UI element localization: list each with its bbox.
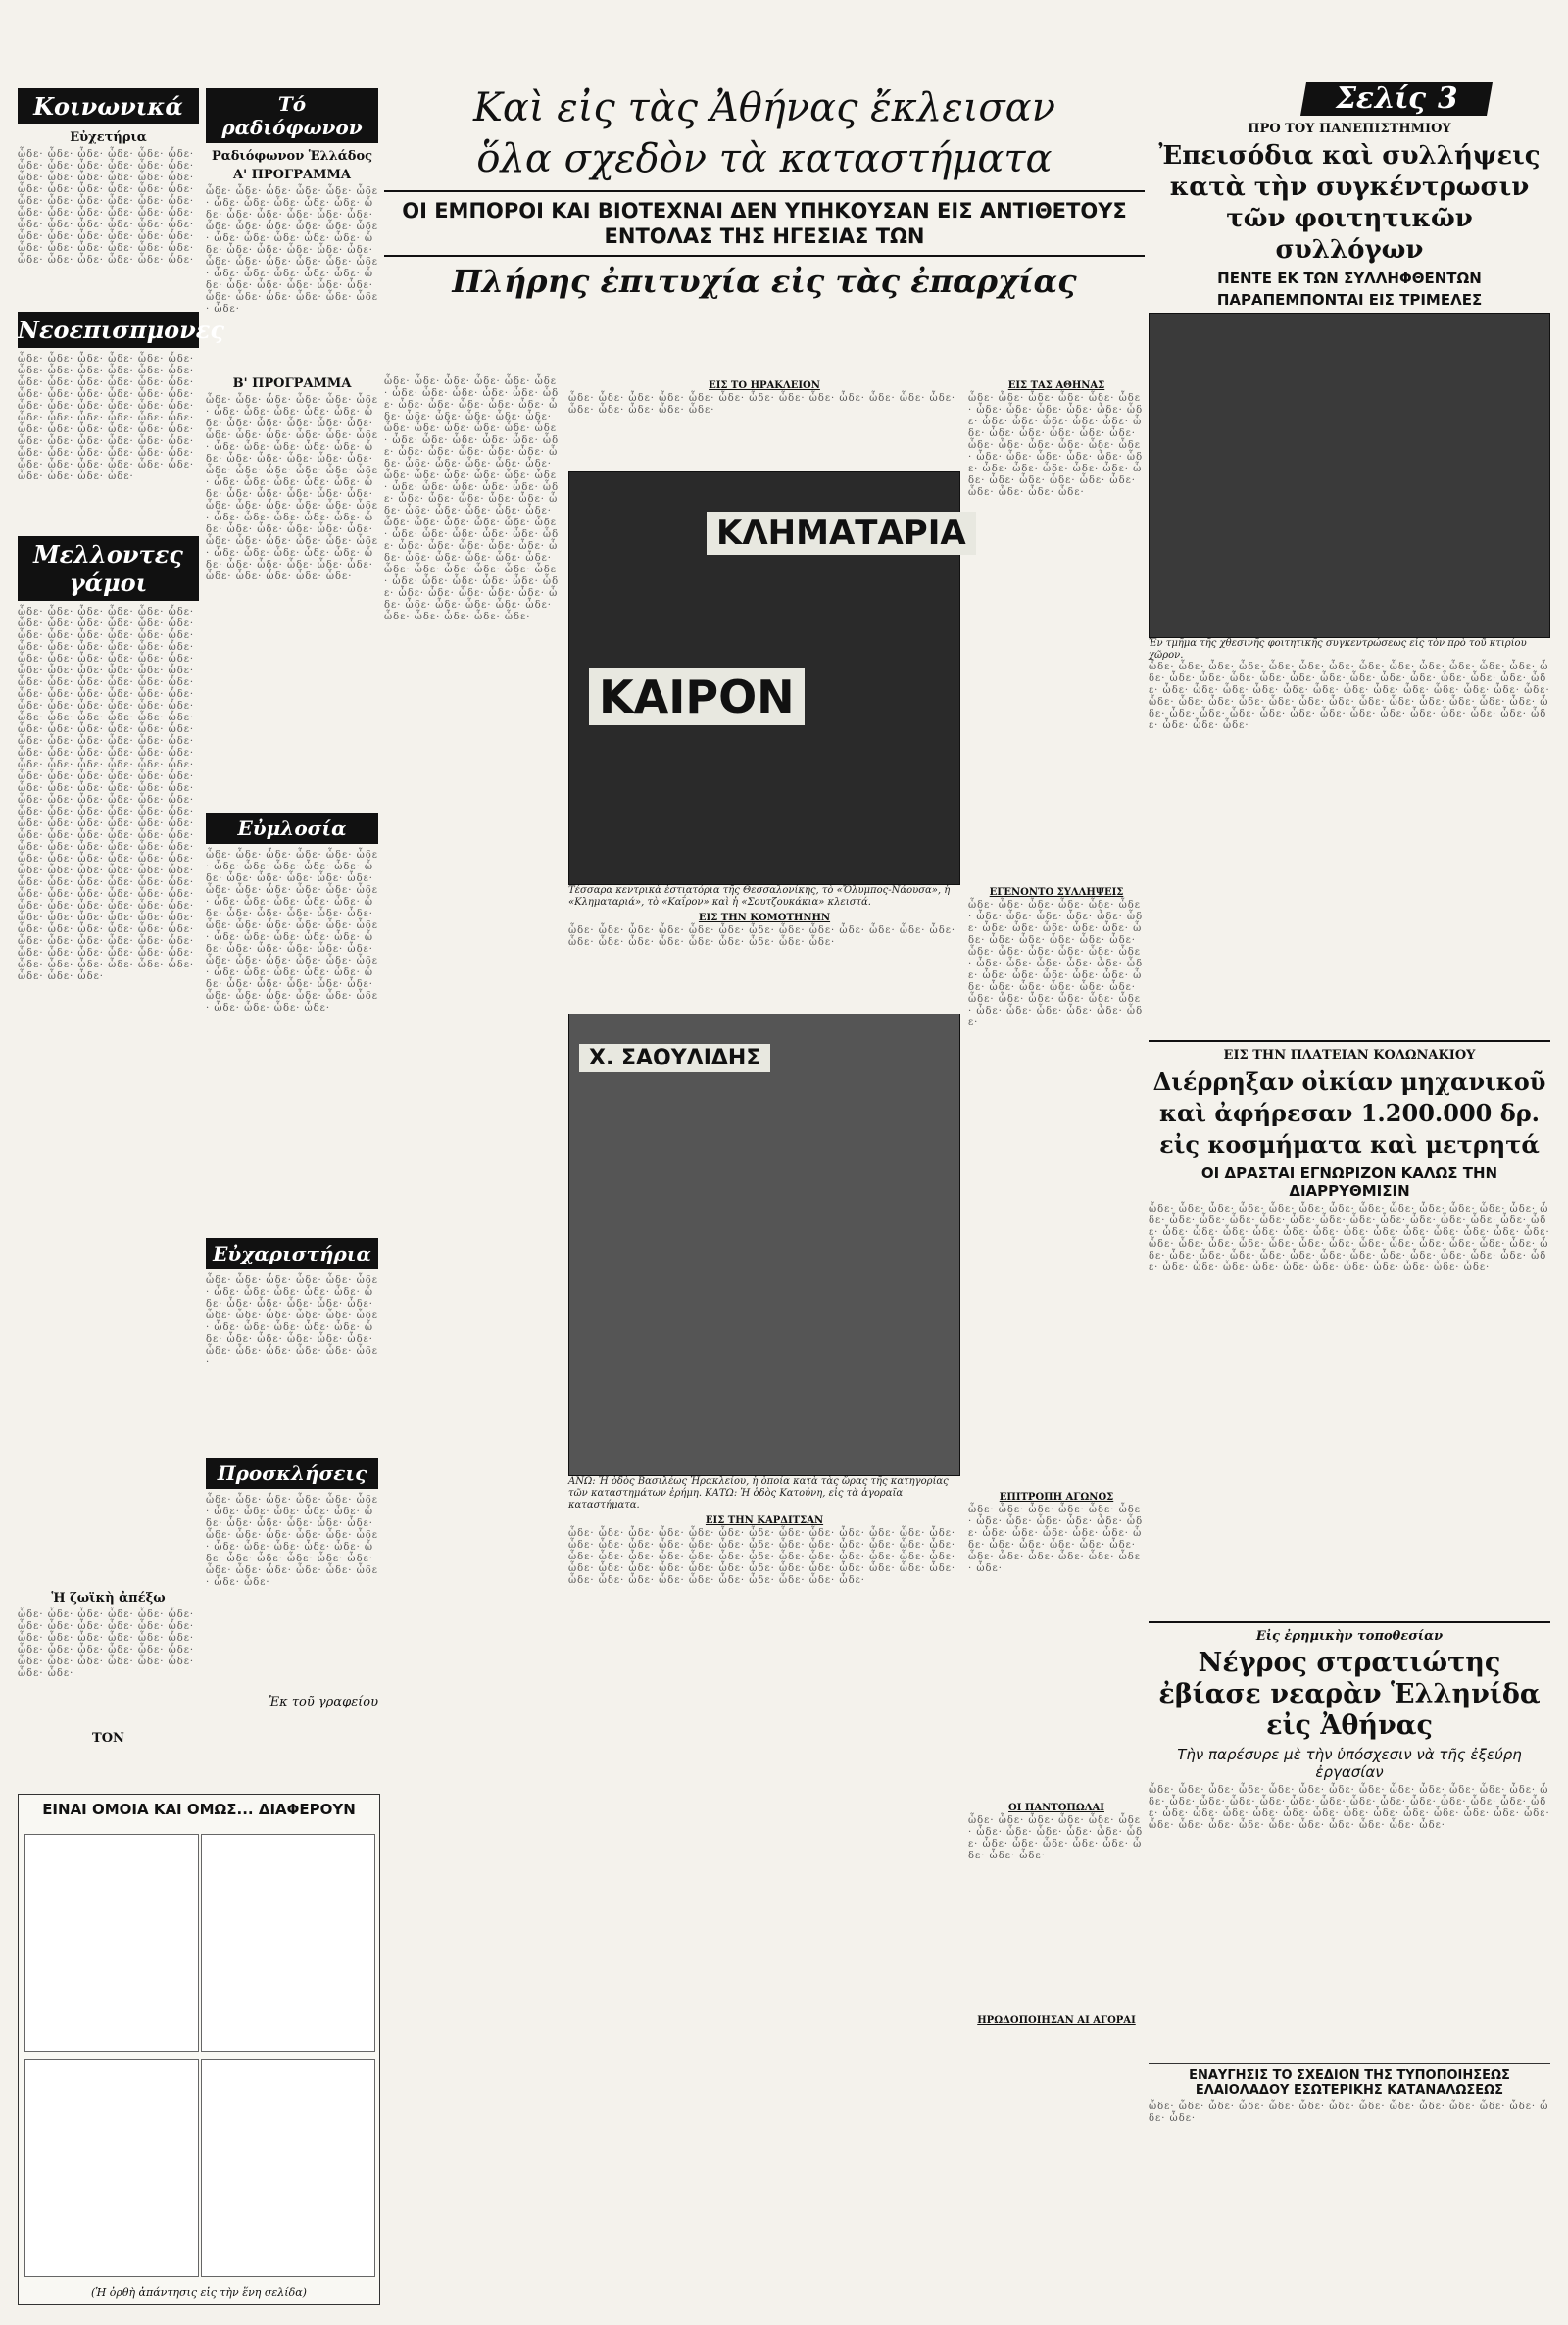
- photo-streets: [568, 1014, 960, 1476]
- main-headline-line2: ὅλα σχεδὸν τὰ καταστήματα: [476, 136, 1053, 181]
- main-subheadline: ΟΙ ΕΜΠΟΡΟΙ ΚΑΙ ΒΙΟΤΕΧΝΑΙ ΔΕΝ ΥΠΗΚΟΥΣΑΝ ΕΙΣ ΑΝΤΙΘΕΤΟΥΣ ΕΝΤΟΛΑΣ ΤΗΣ ΗΓΕΣΙΑΣ ΤΩΝ: [402, 199, 1127, 248]
- program-a-label: Α' ΠΡΟΓΡΑΜΜΑ: [233, 168, 351, 182]
- oil-headline: ΕΝΑΥΓΗΣΙΣ ΤΟ ΣΧΕΔΙΟΝ ΤΗΣ ΤΥΠΟΠΟΙΗΣΕΩΣ ΕΛΑΙΟΛΑΔΟΥ ΕΣΩΤΕΡΙΚΗΣ ΚΑΤΑΝΑΛΩΣΕΩΣ: [1189, 2068, 1510, 2098]
- cartoon-caption: (Ἡ ὀρθὴ ἀπάντησις εἰς τὴν ἕνη σελίδα): [91, 2286, 307, 2299]
- assault-kicker: Εἰς ἐρημικὴν τοποθεσίαν: [1255, 1629, 1444, 1644]
- main-column: [384, 82, 1145, 2312]
- section-subhead: Εὐχετήρια: [70, 130, 147, 145]
- section-head-social: Κοινωνικά: [18, 88, 199, 124]
- burglary-headline: Διέρρηξαν οἰκίαν μηχανικοῦ καὶ ἀφήρεσαν 1.200.000 δρ. εἰς κοσμήματα καὶ μετρητά: [1152, 1067, 1546, 1159]
- divider: [384, 255, 1145, 257]
- cartoon-panel-right: [201, 2059, 375, 2277]
- body-text: ὧδε· ὧδε· ὧδε· ὧδε· ὧδε· ὧδε· ὧδε· ὧδε· ὧδε· ὧδε· ὧδε· ὧδε· ὧδε· ὧδε· ὧδε· ὧδε· ὧδε· ὧδε· ὧδε· ὧδε· ὧδε· ὧδε· ὧδε· ὧδε· ὧδε· ὧδε· ὧδε· ὧδε· ὧδε· ὧδε· ὧδε· ὧδε· ὧδε· ὧδε· ὧδε· ὧδε· ὧδε· ὧδε· ὧδε· ὧδε· ὧδε· ὧδε· ὧδε· ὧδε· ὧδε· ὧδε· ὧδε· ὧδε· ὧδε· ὧδε· ὧδε· ὧδε· ὧδε· ὧδε· ὧδε· ὧδε· ὧδε· ὧδε· ὧδε· ὧδε· ὧδε· ὧδε· ὧδε· ὧδε·: [18, 354, 195, 482]
- burglary-sub: ΟΙ ΔΡΑΣΤΑΙ ΕΓΝΩΡΙΖΟΝ ΚΑΛΩΣ ΤΗΝ ΔΙΑΡΡΥΘΜΙΣΙΝ: [1200, 1164, 1498, 1200]
- section-head-invitations: Προσκλήσεις: [206, 1458, 378, 1489]
- body-text: ὧδε· ὧδε· ὧδε· ὧδε· ὧδε· ὧδε· ὧδε· ὧδε· ὧδε· ὧδε· ὧδε· ὧδε· ὧδε· ὧδε· ὧδε· ὧδε· ὧδε· ὧδε· ὧδε· ὧδε· ὧδε· ὧδε· ὧδε· ὧδε· ὧδε· ὧδε· ὧδε· ὧδε· ὧδε· ὧδε· ὧδε· ὧδε· ὧδε· ὧδε· ὧδε· ὧδε· ὧδε· ὧδε· ὧδε· ὧδε· ὧδε· ὧδε· ὧδε· ὧδε· ὧδε· ὧδε· ὧδε· ὧδε· ὧδε· ὧδε· ὧδε· ὧδε· ὧδε· ὧδε· ὧδε· ὧδε· ὧδε· ὧδε· ὧδε· ὧδε· ὧδε· ὧδε· ὧδε· ὧδε· ὧδε· ὧδε· ὧδε· ὧδε· ὧδε· ὧδε· ὧδε· ὧδε· ὧδε· ὧδε· ὧδε· ὧδε· ὧδε· ὧδε· ὧδε· ὧδε· ὧδε· ὧδε· ὧδε· ὧδε· ὧδε· ὧδε· ὧδε· ὧδε· ὧδε· ὧδε· ὧδε· ὧδε· ὧδε· ὧδε· ὧδε· ὧδε· ὧδε· ὧδε· ὧδε· ὧδε· ὧδε· ὧδε· ὧδε· ὧδε· ὧδε· ὧδε· ὧδε· ὧδε· ὧδε· ὧδε· ὧδε· ὧδε· ὧδε· ὧδε· ὧδε· ὧδε· ὧδε· ὧδε· ὧδε· ὧδε· ὧδε· ὧδε· ὧδε· ὧδε· ὧδε· ὧδε· ὧδε· ὧδε· ὧδε· ὧδε· ὧδε· ὧδε· ὧδε· ὧδε· ὧδε· ὧδε· ὧδε· ὧδε· ὧδε· ὧδε· ὧδε· ὧδε· ὧδε· ὧδε· ὧδε· ὧδε· ὧδε· ὧδε· ὧδε· ὧδε· ὧδε· ὧδε· ὧδε· ὧδε· ὧδε· ὧδε· ὧδε· ὧδε· ὧδε· ὧδε· ὧδε· ὧδε· ὧδε· ὧδε· ὧδε· ὧδε· ὧδε· ὧδε· ὧδε· ὧδε· ὧδε· ὧδε· ὧδε· ὧδε· ὧδε· ὧδε· ὧδε· ὧδε· ὧδε· ὧδε· ὧδε· ὧδε· ὧδε· ὧδε· ὧδε· ὧδε· ὧδε· ὧδε· ὧδε·: [18, 607, 195, 982]
- cartoon-panel-left: [24, 2059, 199, 2277]
- assault-sub: Τὴν παρέσυρε μὲ τὴν ὑπόσχεσιν νὰ τῆς ἐξεύρη ἐργασίαν: [1177, 1746, 1522, 1781]
- photo-sign: Χ. ΣΑΟΥΛΙΔΗΣ: [579, 1044, 770, 1072]
- photo-restaurants: [568, 471, 966, 885]
- main-articles-grid: [384, 376, 1145, 2307]
- body-text: ὧδε· ὧδε· ὧδε· ὧδε· ὧδε· ὧδε· ὧδε· ὧδε· ὧδε· ὧδε· ὧδε· ὧδε· ὧδε· ὧδε· ὧδε· ὧδε· ὧδε· ὧδε· ὧδε· ὧδε· ὧδε· ὧδε· ὧδε· ὧδε· ὧδε· ὧδε· ὧδε· ὧδε· ὧδε· ὧδε· ὧδε· ὧδε· ὧδε· ὧδε· ὧδε· ὧδε· ὧδε· ὧδε· ὧδε· ὧδε· ὧδε· ὧδε· ὧδε· ὧδε· ὧδε· ὧδε· ὧδε· ὧδε· ὧδε· ὧδε· ὧδε· ὧδε· ὧδε· ὧδε· ὧδε· ὧδε· ὧδε· ὧδε· ὧδε· ὧδε· ὧδε· ὧδε·: [568, 1528, 956, 1586]
- divider: [1149, 1621, 1550, 1623]
- article-column-2: [568, 376, 966, 2307]
- body-text: ὧδε· ὧδε· ὧδε· ὧδε· ὧδε· ὧδε· ὧδε· ὧδε· ὧδε· ὧδε· ὧδε· ὧδε· ὧδε· ὧδε· ὧδε· ὧδε· ὧδε· ὧδε·: [568, 393, 956, 416]
- cartoon: [18, 1794, 380, 2305]
- student-headline: Ἐπεισόδια καὶ συλλήψεις κατὰ τὴν συγκέντρωσιν τῶν φοιτητικῶν συλλόγων: [1158, 141, 1541, 265]
- divider: [1149, 2063, 1550, 2064]
- assault-headline: Νέγρος στρατιώτης ἐβίασε νεαρὰν Ἑλληνίδα εἰς Ἀθήνας: [1158, 1648, 1541, 1741]
- body-text: ὧδε· ὧδε· ὧδε· ὧδε· ὧδε· ὧδε· ὧδε· ὧδε· ὧδε· ὧδε· ὧδε· ὧδε· ὧδε· ὧδε· ὧδε· ὧδε· ὧδε· ὧδε· ὧδε· ὧδε· ὧδε· ὧδε· ὧδε· ὧδε· ὧδε· ὧδε· ὧδε· ὧδε· ὧδε· ὧδε· ὧδε· ὧδε· ὧδε· ὧδε· ὧδε· ὧδε· ὧδε· ὧδε· ὧδε· ὧδε· ὧδε· ὧδε· ὧδε· ὧδε· ὧδε· ὧδε· ὧδε· ὧδε· ὧδε· ὧδε·: [1149, 1785, 1550, 1831]
- section-subhead-zoiki: Ἡ ζωϊκὴ ἀπέξω: [51, 1591, 166, 1606]
- body-text: ὧδε· ὧδε· ὧδε· ὧδε· ὧδε· ὧδε· ὧδε· ὧδε· ὧδε· ὧδε· ὧδε· ὧδε· ὧδε· ὧδε· ὧδε· ὧδε· ὧδε· ὧδε· ὧδε· ὧδε· ὧδε· ὧδε· ὧδε· ὧδε· ὧδε· ὧδε· ὧδε· ὧδε· ὧδε· ὧδε· ὧδε· ὧδε· ὧδε· ὧδε· ὧδε· ὧδε· ὧδε· ὧδε· ὧδε· ὧδε· ὧδε· ὧδε· ὧδε· ὧδε· ὧδε· ὧδε· ὧδε· ὧδε· ὧδε· ὧδε· ὧδε· ὧδε· ὧδε· ὧδε· ὧδε· ὧδε· ὧδε· ὧδε·: [206, 186, 378, 315]
- photo-caption: Τέσσαρα κεντρικὰ ἐστιατόρια τῆς Θεσσαλονίκης, τὸ «Ὄλυμπος-Νάουσα», ἡ «Κληματαριά», τὸ «Καΐρον» καὶ ἡ «Σουτζουκάκια» κλειστά.: [568, 885, 951, 908]
- page-number: Σελίς 3: [1300, 82, 1493, 116]
- body-text: ὧδε· ὧδε· ὧδε· ὧδε· ὧδε· ὧδε· ὧδε· ὧδε· ὧδε· ὧδε· ὧδε· ὧδε· ὧδε· ὧδε· ὧδε· ὧδε· ὧδε· ὧδε· ὧδε· ὧδε· ὧδε· ὧδε· ὧδε· ὧδε· ὧδε· ὧδε· ὧδε· ὧδε· ὧδε· ὧδε· ὧδε· ὧδε· ὧδε· ὧδε· ὧδε· ὧδε· ὧδε· ὧδε· ὧδε· ὧδε· ὧδε· ὧδε· ὧδε· ὧδε· ὧδε· ὧδε· ὧδε· ὧδε· ὧδε· ὧδε· ὧδε· ὧδε· ὧδε· ὧδε· ὧδε· ὧδε· ὧδε· ὧδε· ὧδε· ὧδε· ὧδε· ὧδε· ὧδε· ὧδε· ὧδε· ὧδε· ὧδε· ὧδε· ὧδε· ὧδε· ὧδε· ὧδε· ὧδε· ὧδε· ὧδε· ὧδε· ὧδε· ὧδε· ὧδε· ὧδε· ὧδε· ὧδε· ὧδε· ὧδε· ὧδε· ὧδε· ὧδε· ὧδε· ὧδε· ὧδε· ὧδε· ὧδε· ὧδε· ὧδε· ὧδε· ὧδε· ὧδε· ὧδε· ὧδε· ὧδε· ὧδε· ὧδε· ὧδε· ὧδε· ὧδε· ὧδε· ὧδε· ὧδε· ὧδε· ὧδε· ὧδε· ὧδε· ὧδε· ὧδε· ὧδε· ὧδε· ὧδε· ὧδε· ὧδε· ὧδε·: [384, 376, 560, 622]
- body-text: ὧδε· ὧδε· ὧδε· ὧδε· ὧδε· ὧδε· ὧδε· ὧδε· ὧδε· ὧδε· ὧδε· ὧδε· ὧδε· ὧδε· ὧδε·: [1149, 2102, 1549, 2124]
- body-text: ὧδε· ὧδε· ὧδε· ὧδε· ὧδε· ὧδε· ὧδε· ὧδε· ὧδε· ὧδε· ὧδε· ὧδε· ὧδε· ὧδε· ὧδε· ὧδε· ὧδε· ὧδε· ὧδε· ὧδε· ὧδε· ὧδε· ὧδε· ὧδε· ὧδε· ὧδε· ὧδε· ὧδε· ὧδε· ὧδε·: [968, 1505, 1144, 1574]
- article-head: ΕΙΣ ΤΑΣ ΑΘΗΝΑΣ: [1007, 380, 1105, 391]
- student-sub-2: ΠΑΡΑΠΕΜΠΟΝΤΑΙ ΕΙΣ ΤΡΙΜΕΛΕΣ: [1216, 291, 1483, 309]
- section-head-thanks: Εὐχαριστήρια: [206, 1238, 378, 1269]
- divider: [1149, 1040, 1550, 1042]
- main-headline-line1: Καὶ εἰς τὰς Ἀθήνας ἔκλεισαν: [472, 85, 1056, 130]
- photo-caption: ΑΝΩ: Ἡ ὁδὸς Βασιλέως Ἡρακλείου, ἡ ὁποία κατὰ τὰς ὥρας τῆς κατηγορίας τῶν καταστημάτων ἐρήμη. ΚΑΤΩ: Ἡ ὁδὸς Κατούνη, εἰς τὰ ἀγοραῖα καταστήματα.: [568, 1476, 949, 1510]
- article-column-1: [384, 376, 561, 2307]
- cartoon-panel-left: [24, 1834, 199, 2052]
- section-head-new-graduates: Νεοεπισπμονες: [18, 312, 199, 348]
- article-head: ΗΡΩΔΟΠΟΙΗΣΑΝ ΑΙ ΑΓΟΡΑΙ: [977, 2015, 1136, 2026]
- cartoon-title: ΕΙΝΑΙ ΟΜΟΙΑ ΚΑΙ ΟΜΩΣ... ΔΙΑΦΕΡΟΥΝ: [42, 1801, 356, 1818]
- body-text: ὧδε· ὧδε· ὧδε· ὧδε· ὧδε· ὧδε· ὧδε· ὧδε· ὧδε· ὧδε· ὧδε· ὧδε· ὧδε· ὧδε· ὧδε· ὧδε· ὧδε· ὧδε· ὧδε· ὧδε· ὧδε· ὧδε· ὧδε· ὧδε· ὧδε· ὧδε· ὧδε· ὧδε· ὧδε· ὧδε· ὧδε· ὧδε· ὧδε· ὧδε· ὧδε· ὧδε· ὧδε· ὧδε· ὧδε· ὧδε· ὧδε· ὧδε· ὧδε· ὧδε· ὧδε· ὧδε· ὧδε· ὧδε· ὧδε· ὧδε· ὧδε· ὧδε· ὧδε· ὧδε· ὧδε· ὧδε· ὧδε· ὧδε· ὧδε· ὧδε· ὧδε· ὧδε· ὧδε· ὧδε· ὧδε· ὧδε· ὧδε· ὧδε· ὧδε· ὧδε·: [1149, 662, 1550, 731]
- divider: [384, 190, 1145, 192]
- body-text: ὧδε· ὧδε· ὧδε· ὧδε· ὧδε· ὧδε· ὧδε· ὧδε· ὧδε· ὧδε· ὧδε· ὧδε· ὧδε· ὧδε· ὧδε· ὧδε· ὧδε· ὧδε· ὧδε· ὧδε· ὧδε· ὧδε· ὧδε· ὧδε· ὧδε· ὧδε· ὧδε· ὧδε· ὧδε· ὧδε· ὧδε· ὧδε·: [18, 1609, 195, 1679]
- section-head-future-weddings: Μελλοντες γάμοι: [18, 536, 199, 601]
- section-subhead-ton: ΤΟΝ: [92, 1731, 124, 1746]
- article-column-3: [968, 376, 1145, 2307]
- photo-sign: ΚΛΗΜΑΤΑΡΙΑ: [707, 512, 976, 555]
- right-column: [1149, 82, 1550, 2312]
- article-head: ΕΙΣ ΤΟ ΗΡΑΚΛΕΙΟΝ: [709, 380, 820, 391]
- body-text: ὧδε· ὧδε· ὧδε· ὧδε· ὧδε· ὧδε· ὧδε· ὧδε· ὧδε· ὧδε· ὧδε· ὧδε· ὧδε· ὧδε· ὧδε· ὧδε· ὧδε· ὧδε· ὧδε· ὧδε· ὧδε· ὧδε· ὧδε· ὧδε· ὧδε· ὧδε· ὧδε· ὧδε· ὧδε· ὧδε· ὧδε· ὧδε· ὧδε· ὧδε· ὧδε· ὧδε· ὧδε· ὧδε· ὧδε· ὧδε· ὧδε· ὧδε·: [206, 1495, 378, 1588]
- body-text: ὧδε· ὧδε· ὧδε· ὧδε· ὧδε· ὧδε· ὧδε· ὧδε· ὧδε· ὧδε· ὧδε· ὧδε· ὧδε· ὧδε· ὧδε· ὧδε· ὧδε· ὧδε· ὧδε· ὧδε· ὧδε· ὧδε· ὧδε· ὧδε· ὧδε· ὧδε· ὧδε· ὧδε· ὧδε· ὧδε· ὧδε· ὧδε· ὧδε· ὧδε· ὧδε· ὧδε· ὧδε· ὧδε· ὧδε· ὧδε· ὧδε· ὧδε· ὧδε· ὧδε· ὧδε· ὧδε· ὧδε· ὧδε· ὧδε· ὧδε· ὧδε· ὧδε· ὧδε· ὧδε· ὧδε· ὧδε· ὧδε· ὧδε· ὧδε· ὧδε· ὧδε· ὧδε· ὧδε· ὧδε· ὧδε· ὧδε· ὧδε· ὧδε· ὧδε· ὧδε· ὧδε· ὧδε· ὧδε· ὧδε· ὧδε· ὧδε· ὧδε· ὧδε· ὧδε· ὧδε· ὧδε· ὧδε· ὧδε· ὧδε· ὧδε· ὧδε· ὧδε· ὧδε· ὧδε· ὧδε·: [206, 395, 378, 582]
- body-text: ὧδε· ὧδε· ὧδε· ὧδε· ὧδε· ὧδε· ὧδε· ὧδε· ὧδε· ὧδε· ὧδε· ὧδε· ὧδε· ὧδε· ὧδε· ὧδε· ὧδε· ὧδε· ὧδε· ὧδε· ὧδε· ὧδε· ὧδε· ὧδε· ὧδε· ὧδε· ὧδε· ὧδε· ὧδε· ὧδε· ὧδε· ὧδε· ὧδε· ὧδε· ὧδε· ὧδε· ὧδε· ὧδε· ὧδε· ὧδε· ὧδε· ὧδε· ὧδε· ὧδε· ὧδε· ὧδε· ὧδε· ὧδε· ὧδε· ὧδε·: [968, 393, 1144, 498]
- body-text: ὧδε· ὧδε· ὧδε· ὧδε· ὧδε· ὧδε· ὧδε· ὧδε· ὧδε· ὧδε· ὧδε· ὧδε· ὧδε· ὧδε· ὧδε· ὧδε· ὧδε· ὧδε· ὧδε· ὧδε·: [968, 1815, 1144, 1861]
- photo-sign: ΚΑΙΡΟΝ: [589, 668, 805, 725]
- signature: Ἐκ τοῦ γραφείου: [269, 1695, 378, 1709]
- cartoon-panel-right: [201, 1834, 375, 2052]
- body-text: ὧδε· ὧδε· ὧδε· ὧδε· ὧδε· ὧδε· ὧδε· ὧδε· ὧδε· ὧδε· ὧδε· ὧδε· ὧδε· ὧδε· ὧδε· ὧδε· ὧδε· ὧδε· ὧδε· ὧδε· ὧδε· ὧδε· ὧδε· ὧδε· ὧδε· ὧδε· ὧδε· ὧδε· ὧδε· ὧδε· ὧδε· ὧδε· ὧδε· ὧδε· ὧδε· ὧδε· ὧδε· ὧδε· ὧδε· ὧδε·: [206, 1275, 378, 1368]
- section-head-radio: Τό ραδιόφωνον: [206, 88, 378, 143]
- student-sub-1: ΠΕΝΤΕ ΕΚ ΤΩΝ ΣΥΛΛΗΦΘΕΝΤΩΝ: [1217, 270, 1482, 287]
- body-text: ὧδε· ὧδε· ὧδε· ὧδε· ὧδε· ὧδε· ὧδε· ὧδε· ὧδε· ὧδε· ὧδε· ὧδε· ὧδε· ὧδε· ὧδε· ὧδε· ὧδε· ὧδε· ὧδε· ὧδε· ὧδε· ὧδε· ὧδε· ὧδε· ὧδε· ὧδε· ὧδε· ὧδε· ὧδε· ὧδε· ὧδε· ὧδε· ὧδε· ὧδε· ὧδε· ὧδε· ὧδε· ὧδε· ὧδε· ὧδε· ὧδε· ὧδε· ὧδε· ὧδε· ὧδε· ὧδε· ὧδε· ὧδε· ὧδε· ὧδε· ὧδε· ὧδε· ὧδε· ὧδε· ὧδε· ὧδε· ὧδε· ὧδε· ὧδε· ὧδε· ὧδε· ὧδε· ὧδε· ὧδε· ὧδε· ὧδε· ὧδε· ὧδε· ὧδε· ὧδε· ὧδε· ὧδε· ὧδε· ὧδε· ὧδε· ὧδε· ὧδε· ὧδε·: [206, 850, 378, 1014]
- photo-student-rally: [1149, 313, 1550, 638]
- article-head: ΕΙΣ ΤΗΝ ΚΟΜΟΤΗΝΗΝ: [698, 913, 831, 923]
- student-kicker: ΠΡΟ ΤΟΥ ΠΑΝΕΠΙΣΤΗΜΙΟΥ: [1248, 122, 1451, 136]
- article-head: ΟΙ ΠΑΝΤΟΠΩΛΑΙ: [1008, 1803, 1104, 1813]
- body-text: ὧδε· ὧδε· ὧδε· ὧδε· ὧδε· ὧδε· ὧδε· ὧδε· ὧδε· ὧδε· ὧδε· ὧδε· ὧδε· ὧδε· ὧδε· ὧδε· ὧδε· ὧδε· ὧδε· ὧδε· ὧδε· ὧδε·: [568, 925, 956, 948]
- burglary-kicker: ΕΙΣ ΤΗΝ ΠΛΑΤΕΙΑΝ ΚΟΛΩΝΑΚΙΟΥ: [1223, 1048, 1476, 1063]
- photo-caption: Ἐν τμῆμα τῆς χθεσινῆς φοιτητικῆς συγκεντρώσεως εἰς τὸν πρὸ τοῦ κτιρίου χῶρον.: [1149, 638, 1527, 661]
- body-text: ὧδε· ὧδε· ὧδε· ὧδε· ὧδε· ὧδε· ὧδε· ὧδε· ὧδε· ὧδε· ὧδε· ὧδε· ὧδε· ὧδε· ὧδε· ὧδε· ὧδε· ὧδε· ὧδε· ὧδε· ὧδε· ὧδε· ὧδε· ὧδε· ὧδε· ὧδε· ὧδε· ὧδε· ὧδε· ὧδε· ὧδε· ὧδε· ὧδε· ὧδε· ὧδε· ὧδε· ὧδε· ὧδε· ὧδε· ὧδε· ὧδε· ὧδε· ὧδε· ὧδε· ὧδε· ὧδε· ὧδε· ὧδε· ὧδε· ὧδε· ὧδε· ὧδε· ὧδε· ὧδε· ὧδε· ὧδε· ὧδε· ὧδε· ὧδε· ὧδε·: [18, 149, 195, 266]
- article-head: ΕΠΙΤΡΟΠΗ ΑΓΩΝΟΣ: [999, 1492, 1114, 1503]
- section-head-memorial: Εὐμλοσία: [206, 813, 378, 844]
- body-text: ὧδε· ὧδε· ὧδε· ὧδε· ὧδε· ὧδε· ὧδε· ὧδε· ὧδε· ὧδε· ὧδε· ὧδε· ὧδε· ὧδε· ὧδε· ὧδε· ὧδε· ὧδε· ὧδε· ὧδε· ὧδε· ὧδε· ὧδε· ὧδε· ὧδε· ὧδε· ὧδε· ὧδε· ὧδε· ὧδε· ὧδε· ὧδε· ὧδε· ὧδε· ὧδε· ὧδε· ὧδε· ὧδε· ὧδε· ὧδε· ὧδε· ὧδε· ὧδε· ὧδε· ὧδε· ὧδε· ὧδε· ὧδε· ὧδε· ὧδε· ὧδε· ὧδε· ὧδε· ὧδε· ὧδε· ὧδε· ὧδε· ὧδε·: [968, 900, 1144, 1028]
- section-subhead: Ραδιόφωνον Ἑλλάδος: [211, 149, 373, 164]
- body-text: ὧδε· ὧδε· ὧδε· ὧδε· ὧδε· ὧδε· ὧδε· ὧδε· ὧδε· ὧδε· ὧδε· ὧδε· ὧδε· ὧδε· ὧδε· ὧδε· ὧδε· ὧδε· ὧδε· ὧδε· ὧδε· ὧδε· ὧδε· ὧδε· ὧδε· ὧδε· ὧδε· ὧδε· ὧδε· ὧδε· ὧδε· ὧδε· ὧδε· ὧδε· ὧδε· ὧδε· ὧδε· ὧδε· ὧδε· ὧδε· ὧδε· ὧδε· ὧδε· ὧδε· ὧδε· ὧδε· ὧδε· ὧδε· ὧδε· ὧδε· ὧδε· ὧδε· ὧδε· ὧδε· ὧδε· ὧδε· ὧδε· ὧδε· ὧδε· ὧδε· ὧδε· ὧδε· ὧδε· ὧδε· ὧδε· ὧδε· ὧδε· ὧδε· ὧδε· ὧδε· ὧδε· ὧδε· ὧδε· ὧδε· ὧδε· ὧδε· ὧδε· ὧδε·: [1149, 1204, 1550, 1273]
- article-head: ΕΓΕΝΟΝΤΟ ΣΥΛΛΗΨΕΙΣ: [989, 887, 1124, 898]
- main-tagline: Πλήρης ἐπιτυχία εἰς τὰς ἐπαρχίας: [452, 263, 1077, 300]
- article-head: ΕΙΣ ΤΗΝ ΚΑΡΔΙΤΣΑΝ: [705, 1515, 824, 1526]
- program-b-label: Β' ΠΡΟΓΡΑΜΜΑ: [232, 376, 352, 391]
